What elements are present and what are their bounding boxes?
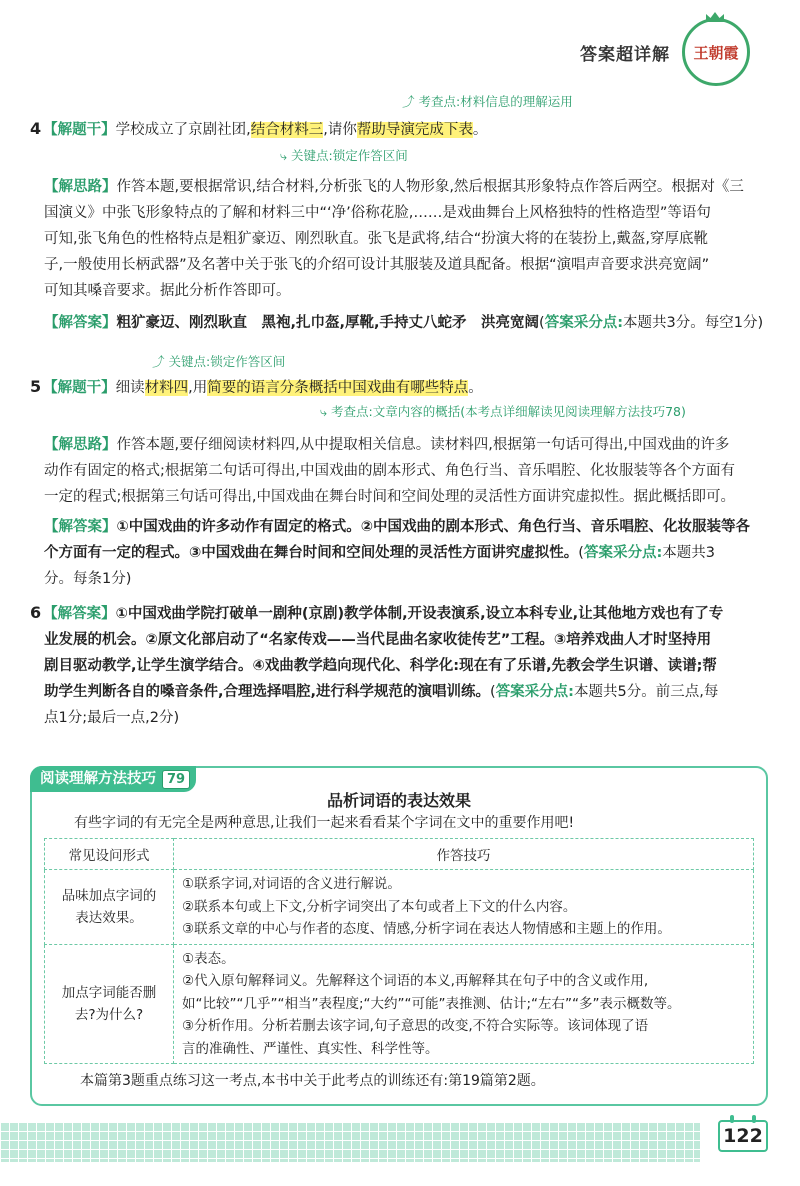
question-stem	[30, 374, 483, 401]
method-tag-label: 阅读理解方法技巧	[40, 771, 156, 787]
answer-text: 粗犷豪迈、刚烈耿直 黑袍,扎巾盔,厚靴,手持丈八蛇矛 洪亮宽阔	[116, 315, 540, 331]
form-text: 去?为什么?	[74, 1006, 144, 1023]
analysis-text: 作答本题,要仔细阅读材料四,从中提取相关信息。读材料四,根据第一句话可得出,中国戏曲的许多	[116, 437, 730, 453]
stem-tag: 【解题干】	[43, 380, 116, 396]
table-header-row	[45, 839, 754, 870]
method-title: 品析词语的表达效果	[326, 791, 471, 810]
skill-text: ③分析作用。分析若删去该字词,句子意思的改变,不符合实际等。该词体现了语	[182, 1018, 649, 1034]
form-text: 表达效果。	[75, 909, 143, 926]
highlight-text: 结合材料三	[250, 122, 324, 138]
score-text-cont: 分。每条1分)	[44, 571, 132, 587]
highlight-text: 简要的语言分条概括中国戏曲有哪些特点	[207, 380, 469, 396]
stem-text: 。	[468, 380, 483, 396]
stem-text: ,请你	[323, 122, 357, 138]
analysis-line: 一定的程式;根据第三句话可得出,中国戏曲在舞台时间和空间处理的灵活性方面讲究虚拟性。据此概括即可。	[44, 489, 735, 505]
table-row	[45, 944, 754, 1064]
skill-text: ③联系文章的中心与作者的态度、情感,分析字词在表达人物情感和主题上的作用。	[182, 921, 671, 937]
crown-icon	[706, 12, 724, 22]
answer-line	[44, 310, 763, 336]
decorative-grid-band	[0, 1122, 700, 1162]
skill-cell	[174, 870, 754, 945]
analysis-text: 作答本题,要根据常识,结合材料,分析张飞的人物形象,然后根据其形象特点作答后两空。根据对《三	[116, 179, 744, 195]
brand-seal-logo	[682, 18, 750, 86]
answer-line	[30, 679, 723, 705]
form-text: 品味加点字词的	[61, 887, 157, 904]
question-stem	[30, 116, 487, 143]
analysis-tag: 【解思路】	[44, 437, 117, 453]
analysis-line	[44, 174, 763, 200]
analysis-line: 国演义》中张飞形象特点的了解和材料三中“‘净’俗称花脸,……是戏曲舞台上风格独特的性格造型”等语句	[44, 205, 711, 221]
note-exam-point	[402, 92, 573, 110]
table-row	[45, 870, 754, 945]
method-tip-box	[30, 766, 768, 1106]
page-header	[580, 18, 750, 86]
question-number: 5	[30, 377, 42, 396]
answer-tag: 【解答案】	[44, 315, 117, 331]
answer-line	[44, 540, 750, 566]
analysis-tag: 【解思路】	[44, 179, 117, 195]
answer-line	[44, 514, 750, 540]
answer-text: ①中国戏曲的许多动作有固定的格式。②中国戏曲的剧本形式、角色行当、音乐唱腔、化妆服装等各	[116, 519, 751, 535]
question-number: 4	[30, 119, 42, 138]
question-4	[30, 92, 775, 346]
skill-text: ②代入原句解释词义。先解释这个词语的本义,再解释其在句子中的含义或作用,	[182, 973, 649, 989]
analysis-section	[44, 174, 763, 336]
skill-text: 言的准确性、严谨性、真实性、科学性等。	[182, 1040, 439, 1057]
skill-text: ②联系本句或上下文,分析字词突出了本句或者上下文的什么内容。	[182, 898, 577, 915]
answer-text: 剧目驱动教学,让学生演学结合。④戏曲教学趋向现代化、科学化:现在有了乐谱,先教会学生识谱、读谱;帮	[44, 658, 717, 674]
note-key-point	[280, 146, 408, 164]
skill-text: ①表态。	[182, 950, 235, 967]
stem-text: 学校成立了京剧社团,	[115, 122, 251, 138]
analysis-line: 子,一般使用长柄武器”及名著中关于张飞的介绍可设计其服装及道具配备。根据“演唱声音要求洪亮宽阔”	[44, 257, 710, 273]
score-text-cont: 点1分;最后一点,2分)	[44, 710, 180, 726]
highlight-text: 帮助导演完成下表	[356, 122, 473, 138]
score-text: 本题共3分。每空1分)	[623, 315, 764, 331]
score-note: (答案采分点:本题共3分。每空1分)	[539, 315, 764, 331]
method-number-badge: 79	[162, 770, 190, 789]
answer-text: 业发展的机会。②原文化部启动了“名家传戏——当代昆曲名家收徒传艺”工程。③培养戏曲人才时坚持用	[44, 632, 712, 648]
analysis-line	[44, 432, 750, 458]
score-text: 本题共3	[662, 545, 715, 561]
question-6	[30, 600, 775, 750]
stem-text: 细读	[115, 380, 145, 396]
header-title: 答案超详解	[580, 44, 670, 65]
score-note: (答案采分点:本题共5分。前三点,每	[490, 684, 719, 700]
seal-text: 王朝霞	[693, 43, 739, 62]
arrow-icon: ⤷	[280, 148, 288, 163]
arrow-icon: ⤴	[152, 354, 165, 369]
question-form-cell	[45, 944, 174, 1064]
highlight-text: 材料四	[144, 380, 189, 396]
stem-text: ,用	[188, 380, 208, 396]
score-text: 本题共5分。前三点,每	[574, 684, 719, 700]
skill-text: ①联系字词,对词语的含义进行解说。	[182, 876, 401, 892]
question-5	[30, 346, 775, 600]
analysis-line: 可知其嗓音要求。据此分析作答即可。	[44, 283, 291, 299]
answer-text: ①中国戏曲学院打破单一剧种(京剧)教学体制,开设表演系,设立本科专业,让其他地方戏也有了专	[115, 606, 724, 622]
stem-text: 。	[472, 122, 488, 138]
note-text: 考查点:材料信息的理解运用	[418, 94, 573, 109]
column-header: 作答技巧	[174, 839, 754, 870]
analysis-section	[44, 432, 750, 592]
score-label: 答案采分点:	[544, 315, 624, 331]
note-text: 考查点:文章内容的概括(本考点详细解读见阅读理解方法技巧78)	[331, 404, 686, 419]
arrow-icon: ⤷	[320, 404, 328, 419]
answer-tag: 【解答案】	[43, 606, 116, 622]
question-form-cell	[45, 870, 174, 945]
column-header: 常见设问形式	[45, 839, 174, 870]
score-note: (答案采分点:本题共3	[578, 545, 715, 561]
question-number: 6	[30, 603, 42, 622]
answer-text: 助学生判断各自的嗓音条件,合理选择唱腔,进行科学规范的演唱训练。	[44, 684, 491, 700]
answer-line	[30, 600, 723, 627]
answer-section	[30, 600, 723, 731]
note-exam-point	[320, 402, 686, 420]
score-label: 答案采分点:	[583, 545, 663, 561]
skill-text: 如“比较”“几乎”“相当”表程度;“大约”“可能”表推测、估计;“左右”“多”表示概数等。	[182, 995, 681, 1012]
analysis-line: 动作有固定的格式;根据第二句话可得出,中国戏曲的剧本形式、角色行当、音乐唱腔、化妆服装等各个方面有	[44, 463, 735, 479]
note-text: 关键点:锁定作答区间	[168, 354, 286, 369]
form-text: 加点字词能否删	[61, 984, 157, 1001]
answer-text: 个方面有一定的程式。③中国戏曲在舞台时间和空间处理的灵活性方面讲究虚拟性。	[44, 545, 579, 561]
method-intro: 有些字词的有无完全是两种意思,让我们一起来看看某个字词在文中的重要作用吧!	[74, 815, 575, 831]
answer-tag: 【解答案】	[44, 519, 117, 535]
note-text: 关键点:锁定作答区间	[291, 148, 408, 163]
note-key-point	[152, 352, 285, 370]
method-table	[44, 838, 754, 1064]
skill-cell	[174, 944, 754, 1064]
main-content	[30, 92, 775, 750]
score-label: 答案采分点:	[495, 684, 574, 700]
arrow-icon: ⤴	[402, 94, 415, 109]
page-number: 122	[718, 1120, 768, 1152]
analysis-line: 可知,张飞角色的性格特点是粗犷豪迈、刚烈耿直。张飞是武将,结合“扮演大将的在装扮上,戴盔,穿厚底靴	[44, 231, 708, 247]
stem-tag: 【解题干】	[43, 122, 116, 138]
method-footer: 本篇第3题重点练习这一考点,本书中关于此考点的训练还有:第19篇第2题。	[80, 1073, 545, 1089]
